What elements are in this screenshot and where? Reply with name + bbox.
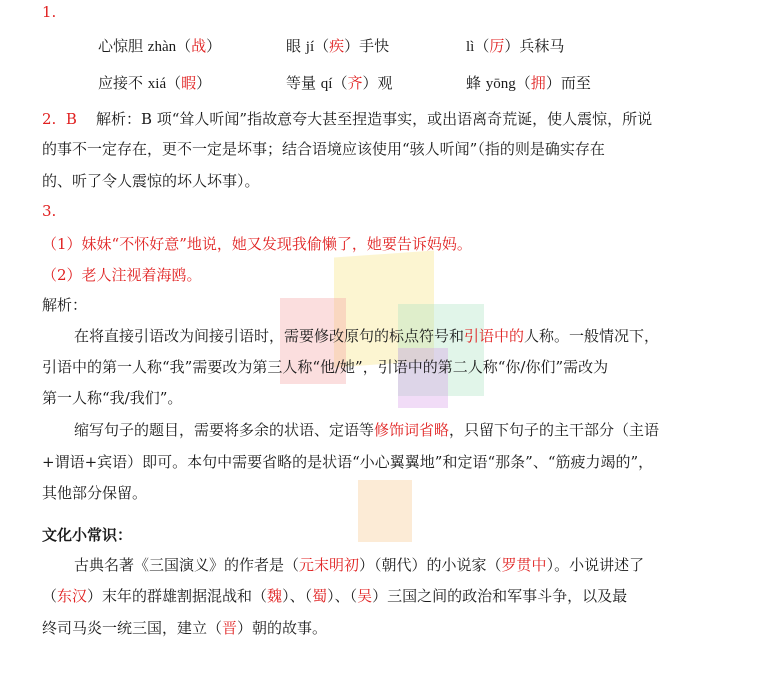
watermark-orange-square: [358, 480, 412, 542]
q2-number: 2.: [42, 110, 57, 128]
q2-line2: 的事不一定存在，更不一定是坏事；结合语境应该使用“骇人听闻”（指的则是确实存在: [42, 140, 605, 158]
q2-line1: 2. B 解析：B 项“耸人听闻”指故意夸大甚至捏造事实，或出语离奇荒诞，使人震惊，所说: [42, 110, 653, 128]
q1-row1-item1: 心惊胆 zhàn（战）: [98, 37, 222, 55]
culture-title: 文化小常识：: [42, 526, 133, 544]
q2-answer: B: [65, 110, 77, 128]
q3-para1-line2: 引语中的第一人称“我”需要改为第三人称“他/她”，引语中的第二人称“你/你们”需改为: [42, 358, 609, 376]
q1-row2-item3: 蜂 yōng（拥）而至: [466, 74, 591, 92]
q2-line3: 的、听了令人震惊的坏人坏事）。: [42, 172, 260, 190]
culture-line3: 终司马炎一统三国，建立（晋）朝的故事。: [42, 619, 328, 637]
q3-para2-line1: 缩写句子的题目，需要将多余的状语、定语等修饰词省略，只留下句子的主干部分（主语: [74, 421, 660, 439]
culture-line1: 古典名著《三国演义》的作者是（元末明初）（朝代）的小说家（罗贯中）。小说讲述了: [74, 556, 645, 574]
q3-para1-line1: 在将直接引语改为间接引语时，需要修改原句的标点符号和引语中的人称。一般情况下，: [74, 327, 660, 345]
q3-analysis-label: 解析：: [42, 296, 88, 314]
q3-number: 3.: [42, 202, 57, 220]
q3-answer-1: （1）妹妹“不怀好意”地说，她又发现我偷懒了，她要告诉妈妈。: [42, 235, 472, 253]
q3-para2-line2: +谓语+宾语）即可。本句中需要省略的是状语“小心翼翼地”和定语“那条”、“筋疲力竭的”，: [42, 453, 654, 471]
q3-answer-2: （2）老人注视着海鸥。: [42, 266, 202, 284]
q1-row1-item2: 眼 jí（疾）手快: [286, 37, 390, 55]
q1-row2-item2: 等量 qí（齐）观: [286, 74, 393, 92]
culture-line2: （东汉）末年的群雄割据混战和（魏）、（蜀）、（吴）三国之间的政治和军事斗争，以及最: [42, 587, 628, 605]
q1-number: 1.: [42, 3, 57, 21]
q3-para1-line3: 第一人称“我/我们”。: [42, 389, 183, 407]
q1-row2-item1: 应接不 xiá（暇）: [98, 74, 212, 92]
q1-row1-item3: lì（厉）兵秣马: [466, 37, 565, 55]
q3-para2-line3: 其他部分保留。: [42, 484, 148, 502]
